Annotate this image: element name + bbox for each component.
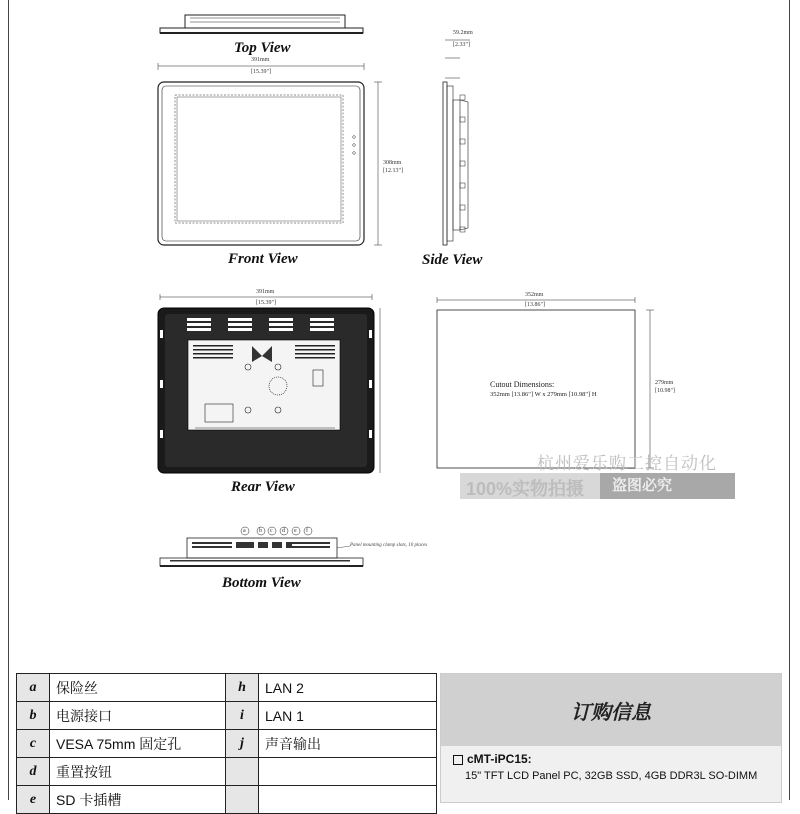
- rear-view-drawing: [158, 294, 380, 473]
- callout-a: a: [243, 528, 246, 534]
- legend-value: LAN 1: [259, 702, 437, 730]
- side-depth-in: [2.33"]: [453, 42, 470, 48]
- front-view-drawing: [158, 63, 382, 245]
- cutout-width-mm: 352mm: [525, 292, 544, 298]
- top-view-drawing: [160, 15, 363, 33]
- legend-value: [259, 758, 437, 786]
- cutout-height-mm: 279mm: [655, 380, 674, 386]
- legend-key: a: [17, 674, 50, 702]
- side-view-label: Side View: [422, 252, 483, 268]
- side-view-drawing: [443, 40, 470, 245]
- legend-table: [16, 673, 437, 814]
- front-width-mm: 391mm: [251, 57, 270, 63]
- legend-value: 重置按钮: [50, 758, 226, 786]
- legend-key: j: [226, 730, 259, 758]
- cutout-dims: 352mm [13.86"] W x 279mm [10.98"] H: [490, 391, 597, 398]
- cutout-width-in: [13.86"]: [525, 302, 545, 308]
- callout-e: e: [294, 528, 297, 534]
- order-model: [453, 752, 532, 766]
- order-model-label: cMT-iPC15:: [467, 752, 532, 766]
- bottom-view-label: Bottom View: [222, 575, 301, 591]
- callout-f: f: [306, 528, 308, 534]
- side-depth-mm: 59.2mm: [453, 30, 473, 36]
- legend-value: 声音输出: [259, 730, 437, 758]
- front-view-label: Front View: [228, 251, 298, 267]
- legend-value: VESA 75mm 固定孔: [50, 730, 226, 758]
- watermark-line2a: 100%实物拍摄: [466, 479, 585, 499]
- legend-key: c: [17, 730, 50, 758]
- front-height-in: [12.13"]: [383, 168, 403, 174]
- cutout-height-in: [10.98"]: [655, 388, 675, 394]
- order-header: [441, 674, 781, 746]
- checkbox-square-icon: [453, 755, 463, 765]
- table-row: [17, 674, 437, 702]
- watermark-line1: 杭州爱乐购工控自动化: [537, 454, 717, 473]
- order-info-panel: [440, 673, 782, 803]
- order-description: 15" TFT LCD Panel PC, 32GB SSD, 4GB DDR3L SO-DIMM: [465, 770, 758, 782]
- legend-key: e: [17, 786, 50, 814]
- legend-value: 保险丝: [50, 674, 226, 702]
- legend-key: [226, 758, 259, 786]
- watermark-banner: [460, 473, 735, 499]
- table-row: [17, 730, 437, 758]
- callout-d: d: [282, 528, 285, 534]
- front-height-mm: 308mm: [383, 160, 402, 166]
- legend-value: SD 卡插槽: [50, 786, 226, 814]
- rear-width-mm: 391mm: [256, 289, 275, 295]
- legend-value: LAN 2: [259, 674, 437, 702]
- legend-key: b: [17, 702, 50, 730]
- legend-value: 电源接口: [50, 702, 226, 730]
- order-title: 订购信息: [571, 700, 651, 724]
- legend-key: d: [17, 758, 50, 786]
- callout-c: c: [270, 528, 273, 534]
- table-row: [17, 702, 437, 730]
- rear-width-in: [15.39"]: [256, 300, 276, 306]
- bottom-note: Panel mounting clamp slots, 10 places: [350, 543, 428, 548]
- callout-b: b: [259, 528, 262, 534]
- front-width-in: [15.39"]: [251, 69, 271, 75]
- rear-view-label: Rear View: [231, 479, 295, 495]
- legend-key: i: [226, 702, 259, 730]
- table-row: [17, 758, 437, 786]
- legend-key: h: [226, 674, 259, 702]
- top-view-label: Top View: [234, 40, 291, 56]
- cutout-title: Cutout Dimensions:: [490, 380, 555, 389]
- watermark-line2b: 盗图必究: [600, 473, 735, 499]
